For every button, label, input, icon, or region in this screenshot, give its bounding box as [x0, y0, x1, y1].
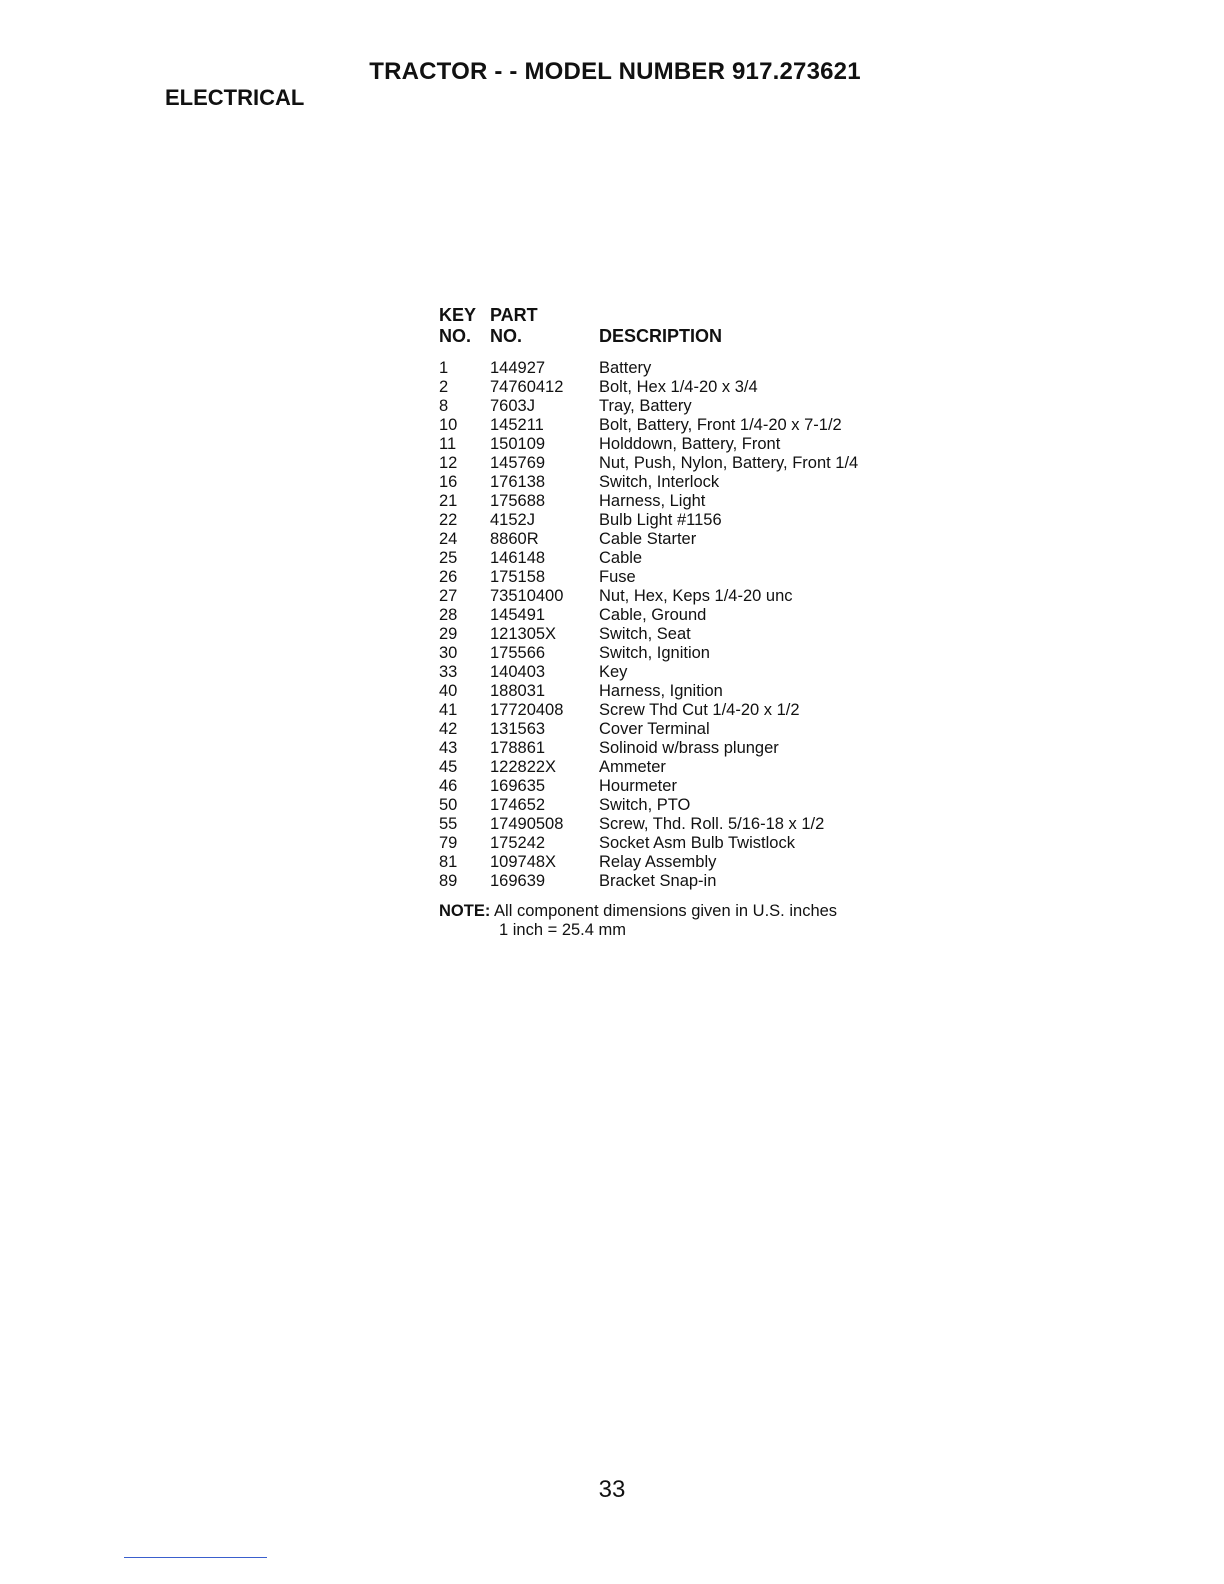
- part-no-cell: 144927: [490, 359, 546, 377]
- key-no-cell: 2: [439, 378, 449, 396]
- key-header-line1: KEY: [439, 305, 477, 325]
- description-cell: Harness, Light: [599, 492, 706, 510]
- description-cell: Holddown, Battery, Front: [599, 435, 781, 453]
- key-no-cell: 29: [439, 625, 458, 643]
- description-cell: Screw Thd Cut 1/4-20 x 1/2: [599, 701, 800, 719]
- table-body: [439, 359, 919, 891]
- key-no-cell: 28: [439, 606, 458, 624]
- description-cell: Fuse: [599, 568, 636, 586]
- table-row: [439, 568, 919, 587]
- key-no-cell: 89: [439, 872, 458, 890]
- table-row: [439, 606, 919, 625]
- table-row: [439, 625, 919, 644]
- table-row: [439, 397, 919, 416]
- key-no-cell: 26: [439, 568, 458, 586]
- part-no-cell: 17490508: [490, 815, 564, 833]
- key-no-cell: 41: [439, 701, 458, 719]
- description-cell: Ammeter: [599, 758, 666, 776]
- key-no-cell: 55: [439, 815, 458, 833]
- table-row: [439, 682, 919, 701]
- part-header-line2: NO.: [490, 326, 523, 346]
- description-cell: Cover Terminal: [599, 720, 710, 738]
- description-cell: Key: [599, 663, 628, 681]
- key-no-cell: 10: [439, 416, 458, 434]
- key-no-cell: 25: [439, 549, 458, 567]
- key-no-cell: 8: [439, 397, 449, 415]
- key-no-cell: 33: [439, 663, 458, 681]
- key-no-cell: 30: [439, 644, 458, 662]
- key-header-line2: NO.: [439, 326, 472, 346]
- description-cell: Switch, Ignition: [599, 644, 710, 662]
- table-row: [439, 416, 919, 435]
- footer-link-underline[interactable]: [124, 1557, 267, 1558]
- description-cell: Socket Asm Bulb Twistlock: [599, 834, 795, 852]
- part-no-cell: 174652: [490, 796, 546, 814]
- key-no-cell: 46: [439, 777, 458, 795]
- table-row: [439, 644, 919, 663]
- part-no-cell: 176138: [490, 473, 546, 491]
- page-title: TRACTOR - - MODEL NUMBER 917.273621: [369, 58, 861, 85]
- description-cell: Bracket Snap-in: [599, 872, 717, 890]
- part-header-line1: PART: [490, 305, 538, 325]
- table-header-row-2: [439, 326, 919, 347]
- table-row: [439, 549, 919, 568]
- description-cell: Harness, Ignition: [599, 682, 723, 700]
- description-cell: Switch, PTO: [599, 796, 691, 814]
- description-cell: Nut, Hex, Keps 1/4-20 unc: [599, 587, 793, 605]
- part-no-cell: 169635: [490, 777, 546, 795]
- part-no-cell: 146148: [490, 549, 546, 567]
- description-cell: Battery: [599, 359, 652, 377]
- key-no-cell: 1: [439, 359, 449, 377]
- note-text: All component dimensions given in U.S. inches: [494, 902, 838, 920]
- part-no-cell: 140403: [490, 663, 546, 681]
- table-row: [439, 454, 919, 473]
- note-label: NOTE:: [439, 902, 491, 920]
- table-row: [439, 853, 919, 872]
- part-no-cell: 74760412: [490, 378, 564, 396]
- table-row: [439, 511, 919, 530]
- page-number: 33: [598, 1476, 626, 1503]
- part-no-cell: 175688: [490, 492, 546, 510]
- table-row: [439, 796, 919, 815]
- part-no-cell: 17720408: [490, 701, 564, 719]
- key-no-cell: 79: [439, 834, 458, 852]
- part-no-cell: 175158: [490, 568, 546, 586]
- section-title: ELECTRICAL: [165, 85, 305, 110]
- key-no-cell: 81: [439, 853, 458, 871]
- part-no-cell: 169639: [490, 872, 546, 890]
- table-row: [439, 492, 919, 511]
- table-row: [439, 359, 919, 378]
- description-header: DESCRIPTION: [599, 326, 723, 346]
- part-no-cell: 150109: [490, 435, 546, 453]
- table-row: [439, 739, 919, 758]
- description-cell: Cable, Ground: [599, 606, 707, 624]
- table-header-row-1: [439, 305, 919, 326]
- key-no-cell: 16: [439, 473, 458, 491]
- key-no-cell: 24: [439, 530, 458, 548]
- description-cell: Screw, Thd. Roll. 5/16-18 x 1/2: [599, 815, 825, 833]
- key-no-cell: 40: [439, 682, 458, 700]
- note: [439, 902, 837, 940]
- part-no-cell: 175242: [490, 834, 546, 852]
- description-cell: Hourmeter: [599, 777, 677, 795]
- table-row: [439, 720, 919, 739]
- part-no-cell: 175566: [490, 644, 546, 662]
- part-no-cell: 131563: [490, 720, 546, 738]
- table-row: [439, 435, 919, 454]
- key-no-cell: 42: [439, 720, 458, 738]
- description-cell: Cable Starter: [599, 530, 697, 548]
- description-cell: Switch, Seat: [599, 625, 691, 643]
- part-no-cell: 7603J: [490, 397, 535, 415]
- table-row: [439, 758, 919, 777]
- key-no-cell: 22: [439, 511, 458, 529]
- table-row: [439, 473, 919, 492]
- key-no-cell: 45: [439, 758, 458, 776]
- table-row: [439, 663, 919, 682]
- table-row: [439, 701, 919, 720]
- table-row: [439, 815, 919, 834]
- part-no-cell: 188031: [490, 682, 546, 700]
- description-cell: Bulb Light #1156: [599, 511, 722, 529]
- description-cell: Bolt, Hex 1/4-20 x 3/4: [599, 378, 758, 396]
- table-row: [439, 777, 919, 796]
- description-cell: Switch, Interlock: [599, 473, 720, 491]
- part-no-cell: 145491: [490, 606, 546, 624]
- note-line2: 1 inch = 25.4 mm: [499, 921, 627, 939]
- note-line1: [439, 902, 837, 921]
- description-cell: Relay Assembly: [599, 853, 717, 871]
- key-no-cell: 50: [439, 796, 458, 814]
- part-no-cell: 109748X: [490, 853, 557, 871]
- key-no-cell: 11: [439, 435, 457, 453]
- part-no-cell: 145769: [490, 454, 546, 472]
- part-no-cell: 121305X: [490, 625, 557, 643]
- description-cell: Cable: [599, 549, 643, 567]
- part-no-cell: 8860R: [490, 530, 539, 548]
- table-row: [439, 530, 919, 549]
- part-no-cell: 145211: [490, 416, 544, 434]
- part-no-cell: 122822X: [490, 758, 557, 776]
- description-cell: Nut, Push, Nylon, Battery, Front 1/4: [599, 454, 859, 472]
- description-cell: Bolt, Battery, Front 1/4-20 x 7-1/2: [599, 416, 842, 434]
- table-row: [439, 834, 919, 853]
- part-no-cell: 4152J: [490, 511, 535, 529]
- key-no-cell: 21: [439, 492, 458, 510]
- key-no-cell: 43: [439, 739, 458, 757]
- part-no-cell: 73510400: [490, 587, 564, 605]
- key-no-cell: 12: [439, 454, 458, 472]
- part-no-cell: 178861: [490, 739, 546, 757]
- table-row: [439, 378, 919, 397]
- key-no-cell: 27: [439, 587, 458, 605]
- description-cell: Tray, Battery: [599, 397, 692, 415]
- table-row: [439, 872, 919, 891]
- table-row: [439, 587, 919, 606]
- description-cell: Solinoid w/brass plunger: [599, 739, 779, 757]
- parts-table: [439, 305, 919, 890]
